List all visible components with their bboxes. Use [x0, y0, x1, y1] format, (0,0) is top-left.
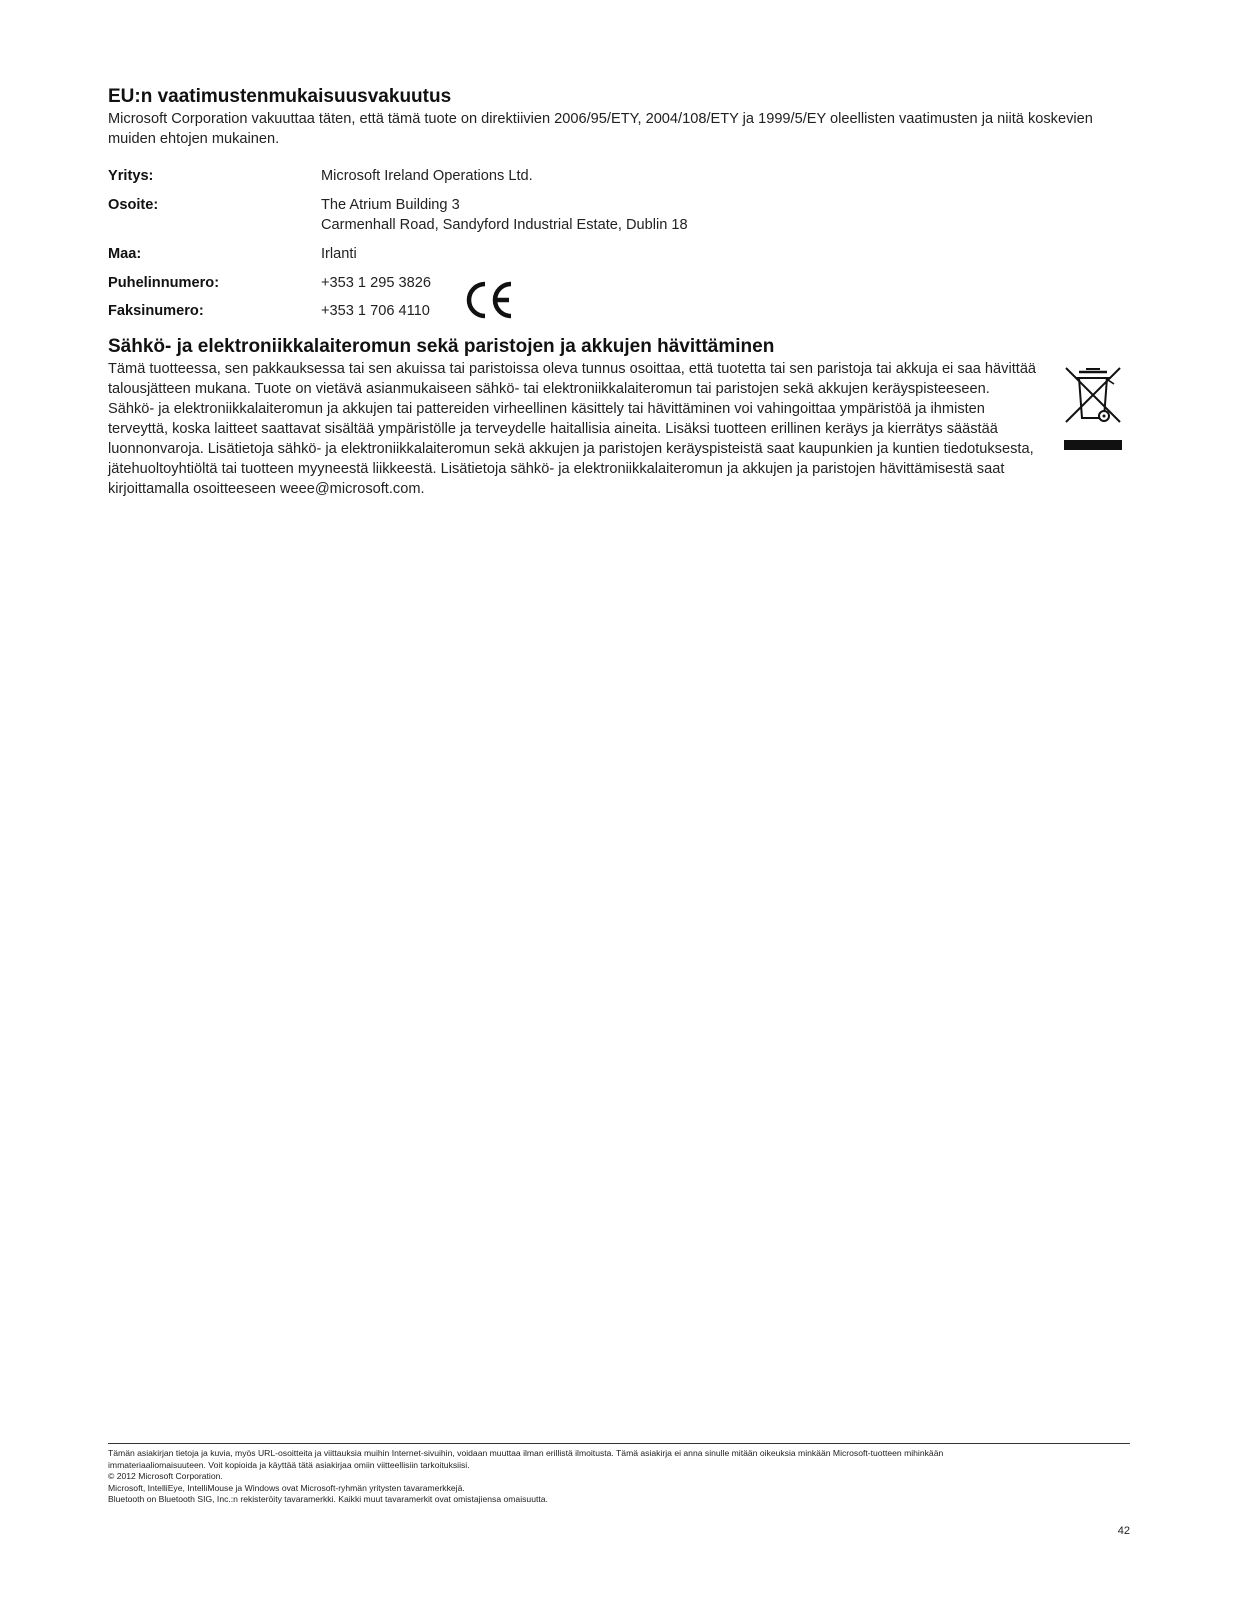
ce-mark-icon — [463, 280, 515, 320]
phone-label: Puhelinnumero: — [108, 275, 220, 291]
footer-legal-text — [108, 1448, 1130, 1506]
company-label: Yritys: — [108, 168, 154, 184]
footer-line: immateriaaliomaisuuteen. Voit kopioida ja käyttää tätä asiakirjaa omiin viitteellisiin tarkoituksiisi. — [108, 1459, 470, 1470]
address-line-2: Carmenhall Road, Sandyford Industrial Estate, Dublin 18 — [321, 217, 688, 233]
fax-value: +353 1 706 4110 — [321, 303, 430, 319]
declaration-heading: EU:n vaatimustenmukaisuusvakuutus — [108, 86, 452, 107]
footer-line: Bluetooth on Bluetooth SIG, Inc.:n rekisteröity tavaramerkki. Kaikki muut tavaramerkit ovat omistajiensa omaisuutta. — [108, 1494, 548, 1505]
footer-line: Microsoft, IntelliEye, IntelliMouse ja Windows ovat Microsoft-ryhmän yritysten tavaramerkkejä. — [108, 1482, 465, 1493]
country-label: Maa: — [108, 246, 142, 262]
declaration-body: Microsoft Corporation vakuuttaa täten, että tämä tuote on direktiivien 2006/95/ETY, 2004/108/ETY ja 1999/5/EY oleellisten vaatimusten ja niitä koskevien muiden ehtojen mukainen. — [108, 111, 1093, 147]
address-line-1: The Atrium Building 3 — [321, 197, 460, 213]
disposal-heading: Sähkö- ja elektroniikkalaiteromun sekä paristojen ja akkujen hävittäminen — [108, 336, 775, 357]
phone-value: +353 1 295 3826 — [321, 275, 431, 291]
footer-divider — [108, 1443, 1130, 1444]
disposal-body: Tämä tuotteessa, sen pakkauksessa tai sen akuissa tai paristoissa oleva tunnus osoittaa, että tuotetta tai sen paristoja tai akkuja ei saa hävittää talousjätteen mukana. Tuote on vietävä asianmukaiseen sähkö- tai elektroniikkalaiteromun tai paristojen sekä akkujen keräyspisteeseen. Sähkö- ja elektroniikkalaiteromun ja akkujen tai pattereiden virheellinen käsittely tai hävittäminen voi vahingoittaa ympäristöä ja ihmisten terveyttä, koska laitteet saattavat sisältää ympäristölle ja terveydelle haitallisia aineita. Lisäksi tuotteen erillinen keräys ja kierrätys säästää luonnonvaroja. Lisätietoja sähkö- ja elektroniikkalaiteromun sekä akkujen ja paristojen keräyspisteistä saat kaupunkien ja kuntien tiedotuksesta, jätehuoltoyhtiöltä tai tuotteen myyneestä liikkeestä. Lisätietoja sähkö- ja elektroniikkalaiteromun ja akkujen ja paristojen hävittämisestä saat kirjoittamalla osoitteeseen weee@microsoft.com. — [108, 361, 1037, 497]
footer-line: Tämän asiakirjan tietoja ja kuvia, myös URL-osoitteita ja viittauksia muihin Internet-sivuihin, voidaan muuttaa ilman erillistä ilmoitusta. Tämä asiakirja ei anna sinulle mitään oikeuksia minkään Microsoft-tuotteen mihinkään — [108, 1448, 944, 1458]
footer-line: © 2012 Microsoft Corporation. — [108, 1471, 223, 1482]
country-value: Irlanti — [321, 246, 357, 262]
company-value: Microsoft Ireland Operations Ltd. — [321, 168, 533, 184]
fax-label: Faksinumero: — [108, 303, 204, 319]
crossed-out-wheelie-bin-icon — [1064, 366, 1122, 452]
page-number: 42 — [1117, 1525, 1130, 1537]
address-label: Osoite: — [108, 197, 159, 213]
